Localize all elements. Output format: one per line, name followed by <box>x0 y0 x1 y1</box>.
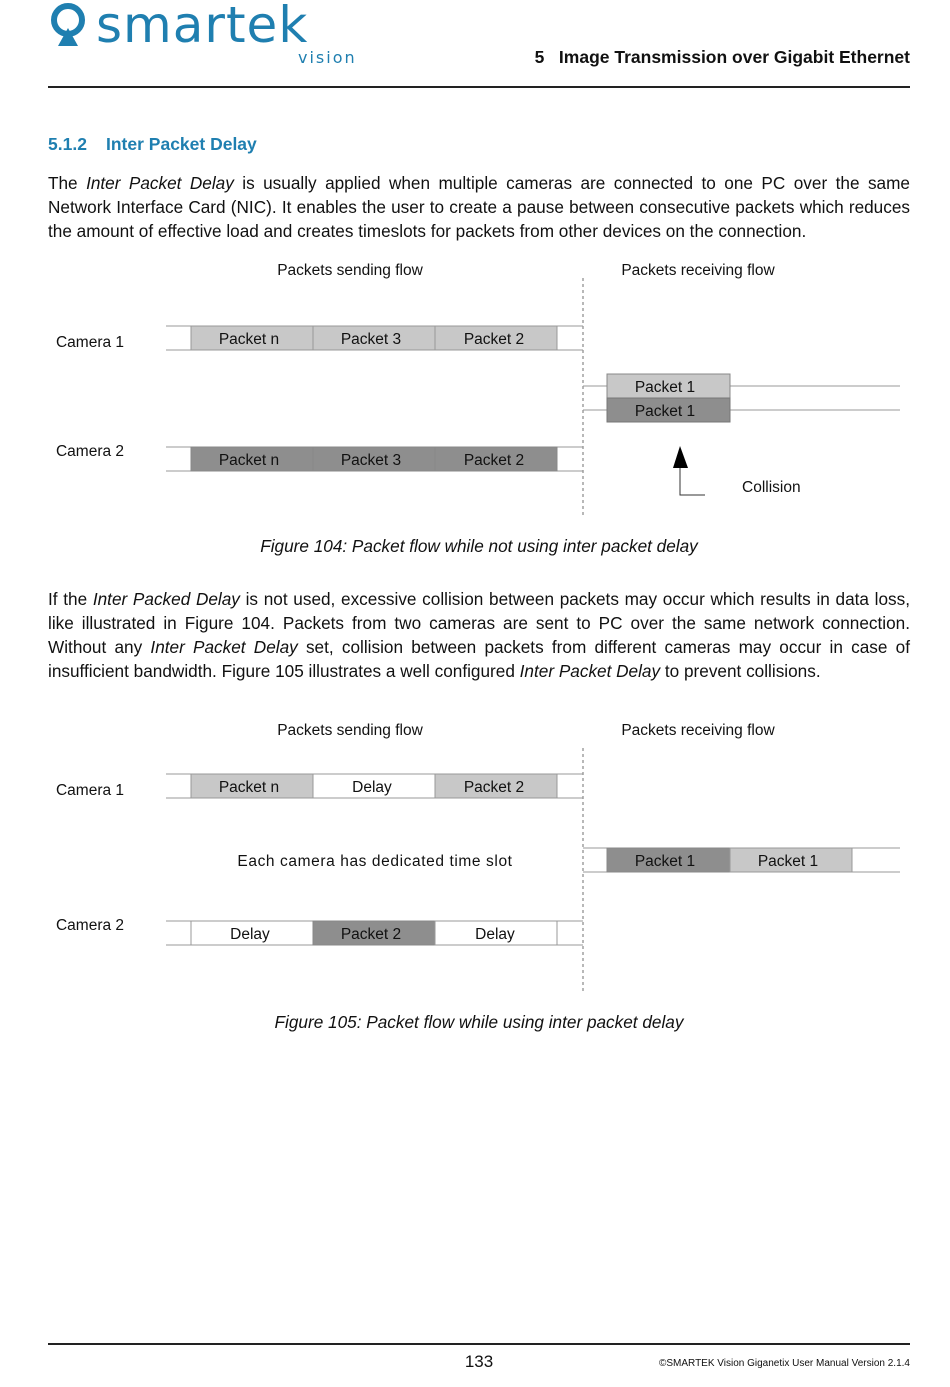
received-packet-label: Packet 1 <box>634 853 696 870</box>
received-packet-label: Packet 1 <box>634 379 696 396</box>
para2-term2: Inter Packet Delay <box>150 637 298 657</box>
camera2-label: Camera 2 <box>55 917 125 934</box>
para1-lead: The <box>48 173 87 193</box>
camera1-packet-label: Packet 3 <box>340 331 402 348</box>
intro-paragraph <box>48 171 910 243</box>
smartek-logo <box>46 2 366 68</box>
para2-a: If the <box>48 589 93 609</box>
camera1-packet-label: Packet n <box>218 331 280 348</box>
collision-label: Collision <box>742 479 801 496</box>
section-heading <box>48 134 257 155</box>
para2-d: to prevent collisions. <box>660 661 821 681</box>
camera1-slot-label: Packet 2 <box>463 779 525 796</box>
para1-term: Inter Packet Delay <box>86 173 234 193</box>
sending-flow-label: Packets sending flow <box>277 262 423 279</box>
page-number: 133 <box>464 1352 494 1371</box>
camera2-slot-label: Delay <box>230 926 270 943</box>
figure-104-diagram <box>0 250 950 530</box>
receiving-flow-label: Packets receiving flow <box>621 262 775 279</box>
para2-b: is not used, excessive collision between packets may occur which results in data loss, like illustrated in Figure 104. Packets from two cameras are sent to PC over the same network connection. Without any <box>48 589 911 657</box>
camera2-packet-label: Packet 3 <box>340 452 402 469</box>
figure-104-caption: Figure 104: Packet flow while not using inter packet delay <box>260 536 698 556</box>
camera2-packet-label: Packet n <box>218 452 280 469</box>
camera2-slot-label: Packet 2 <box>340 926 402 943</box>
camera1-label: Camera 1 <box>55 782 125 799</box>
received-packet-label: Packet 1 <box>634 403 696 420</box>
camera2-slot-label: Delay <box>475 926 515 943</box>
section-number: 5.1.2 <box>48 134 87 154</box>
figure-105-caption: Figure 105: Packet flow while using inter packet delay <box>274 1012 684 1032</box>
para1-rest: is usually applied when multiple cameras are connected to one PC over the same Network Interface Card (NIC). It enables the user to create a pause between consecutive packets which reduces the amount of effective load and creates timeslots for packets from other devices on the connection. <box>48 173 910 241</box>
receiving-flow-label: Packets receiving flow <box>621 722 775 739</box>
camera2-packet-label: Packet 2 <box>463 452 525 469</box>
para2-c: set, collision between packets from different cameras may occur in case of insufficient bandwidth. Figure 105 illustrates a well configured <box>48 637 911 681</box>
para2-term1: Inter Packed Delay <box>92 589 240 609</box>
camera1-slot-label: Delay <box>352 779 392 796</box>
camera2-label: Camera 2 <box>55 443 125 460</box>
sending-flow-label: Packets sending flow <box>277 722 423 739</box>
chapter-title: 5 Image Transmission over Gigabit Ethernet <box>534 47 910 67</box>
camera1-label: Camera 1 <box>55 334 125 351</box>
logo-wordmark: smartek <box>96 0 309 54</box>
logo-mark-icon <box>48 2 92 52</box>
dedicated-slot-note: Each camera has dedicated time slot <box>237 853 513 870</box>
para2-term3: Inter Packet Delay <box>519 661 661 681</box>
camera1-slot-label: Packet n <box>218 779 280 796</box>
header-rule <box>48 86 910 88</box>
logo-subtitle: vision <box>298 48 357 67</box>
collision-arrow-icon <box>673 446 705 495</box>
footer-rule <box>48 1343 910 1345</box>
section-title: Inter Packet Delay <box>106 134 257 154</box>
figure-105-diagram <box>0 710 950 1000</box>
copyright-notice: ©SMARTEK Vision Giganetix User Manual Version 2.1.4 <box>658 1358 910 1369</box>
received-packet-label: Packet 1 <box>757 853 819 870</box>
camera1-packet-label: Packet 2 <box>463 331 525 348</box>
collision-paragraph <box>48 587 910 683</box>
